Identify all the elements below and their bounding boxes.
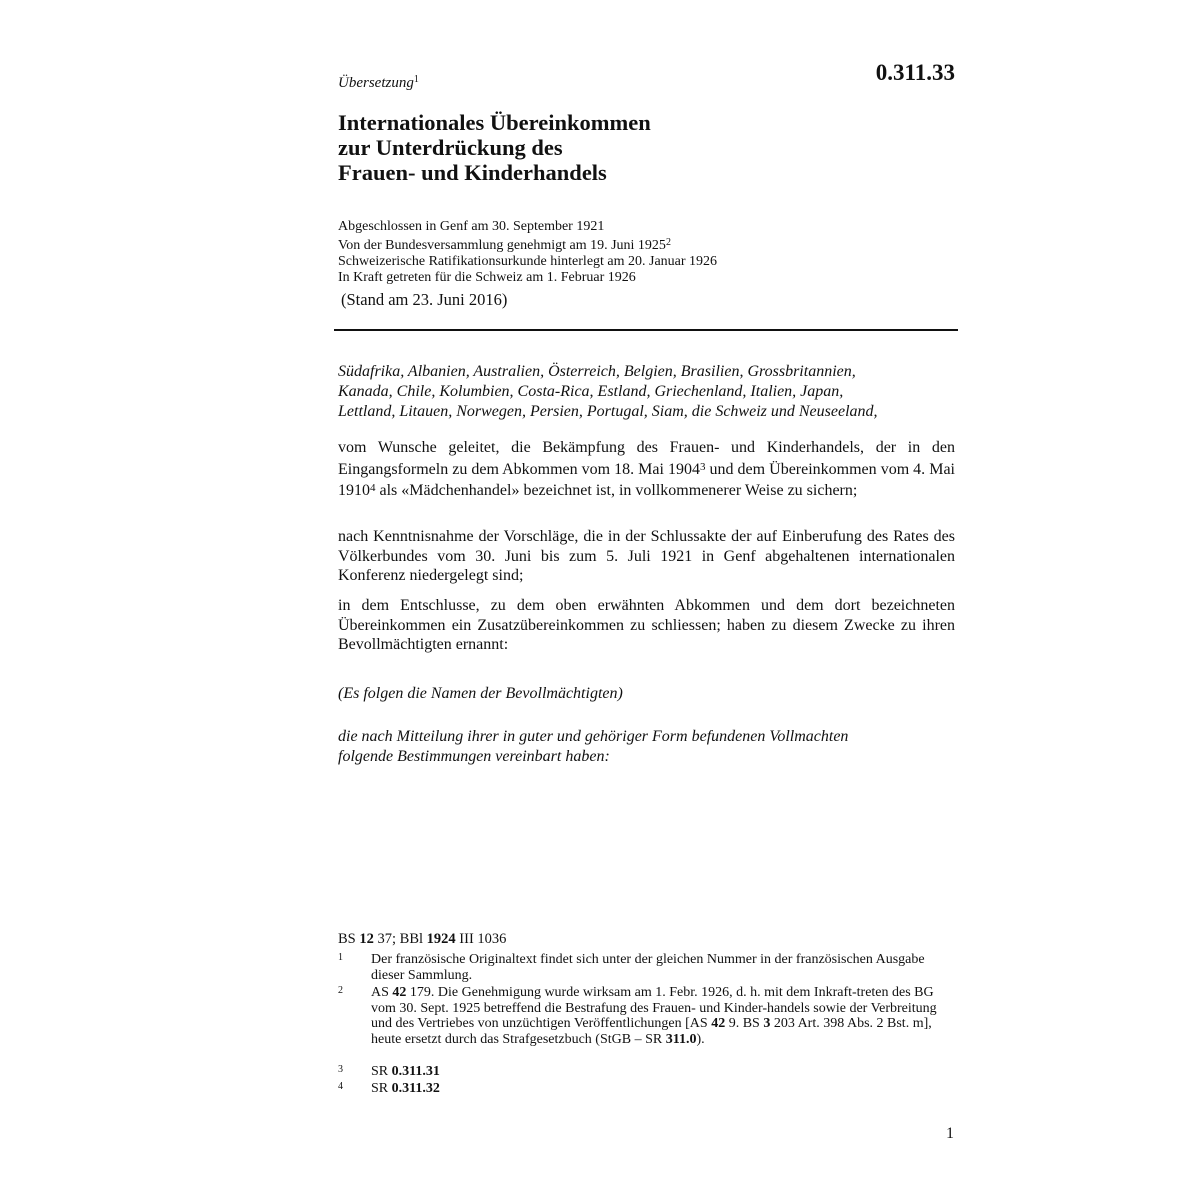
footnote-number: 2: [338, 985, 343, 996]
sr-reference-link[interactable]: 0.311.32: [391, 1081, 440, 1096]
preamble-paragraph-1: vom Wunsche geleitet, die Bekämpfung des Frauen- und Kinderhandels, der in den Eingangsformeln zu dem Abkommen vom 18. Mai 1904$^3$ und dem Übereinkommen vom 4. Mai 1910$^4$ als «Mädchenhandel» bezeichnet ist, in vollkommenerer Weise zu sichern;: [338, 439, 955, 499]
preamble-paragraph-2: nach Kenntnisnahme der Vorschläge, die in der Schlussakte der auf Einberufung des Rates des Völkerbundes vom 30. Juni bis zum 5. Juli 1921 in Genf abgehaltenen internationalen Konferenz niedergelegt sind;: [338, 528, 955, 584]
translation-label: Übersetzung$^1$: [338, 74, 419, 91]
title-line-2: zur Unterdrückung des: [338, 135, 563, 160]
ratification-date: Schweizerische Ratifikationsurkunde hinterlegt am 20. Januar 1926: [338, 254, 718, 269]
footnote-text: SR 0.311.31: [371, 1064, 440, 1079]
document-metadata: [338, 219, 717, 286]
closing-line-2: folgende Bestimmungen vereinbart haben:: [338, 748, 610, 765]
footnote-4: [338, 1081, 958, 1097]
footnote-text: SR 0.311.32: [371, 1081, 440, 1096]
contracting-parties: [338, 362, 958, 422]
footnote-ref-2[interactable]: 2: [665, 237, 671, 248]
parties-line-1: Südafrika, Albanien, Australien, Österreich, Belgien, Brasilien, Grossbritannien,: [338, 363, 856, 380]
approval-date: Von der Bundesversammlung genehmigt am 19. Juni 1925$^2$: [338, 237, 671, 253]
footnote-text: Der französische Originaltext findet sich unter der gleichen Nummer in der französischen Ausgabe dieser Sammlung.: [371, 952, 925, 983]
status-date: (Stand am 23. Juni 2016): [341, 290, 508, 309]
header-divider: [334, 329, 958, 331]
footnote-ref-1[interactable]: 1: [413, 74, 419, 85]
plenipotentiaries-note: (Es folgen die Namen der Bevollmächtigten): [338, 685, 623, 702]
parties-line-3: Lettland, Litauen, Norwegen, Persien, Portugal, Siam, die Schweiz und Neuseeland,: [338, 403, 878, 420]
footnote-1: [338, 952, 958, 983]
footnote-2: [338, 985, 958, 1047]
sr-number: 0.311.33: [875, 60, 955, 85]
concluded-date: Abgeschlossen in Genf am 30. September 1921: [338, 219, 605, 234]
title-line-3: Frauen- und Kinderhandels: [338, 160, 607, 185]
closing-line-1: die nach Mitteilung ihrer in guter und gehöriger Form befundenen Vollmachten: [338, 728, 849, 745]
page-number: 1: [946, 1125, 954, 1142]
footnote-3: [338, 1064, 958, 1080]
footnote-ref-3[interactable]: 3: [699, 460, 706, 473]
document-title: [338, 110, 651, 185]
title-line-1: Internationales Übereinkommen: [338, 110, 651, 135]
in-force-date: In Kraft getreten für die Schweiz am 1. Februar 1926: [338, 270, 636, 285]
footnote-ref-4[interactable]: 4: [370, 482, 376, 494]
parties-line-2: Kanada, Chile, Kolumbien, Costa-Rica, Estland, Griechenland, Italien, Japan,: [338, 383, 844, 400]
footnote-text: AS 42 179. Die Genehmigung wurde wirksam am 1. Febr. 1926, d. h. mit dem Inkraft-treten des BG vom 30. Sept. 1925 betreffend die Bestrafung des Frauen- und Kinder-handels sowie der Verbreitung und des Vertriebes von unzüchtigen Veröffentlichungen [AS 42 9. BS 3 203 Art. 398 Abs. 2 Bst. m], heute ersetzt durch das Strafgesetzbuch (StGB – SR 311.0).: [371, 985, 937, 1047]
source-references: BS 12 37; BBl 1924 III 1036: [338, 931, 507, 947]
footnote-number: 4: [338, 1081, 343, 1092]
sr-reference-link[interactable]: 0.311.31: [391, 1064, 440, 1079]
footnote-number: 1: [338, 952, 343, 963]
footnote-number: 3: [338, 1064, 343, 1075]
preamble-paragraph-3: in dem Entschlusse, zu dem oben erwähnten Abkommen und dem dort bezeichneten Übereinkommen ein Zusatzübereinkommen zu schliessen; haben zu diesem Zwecke zu ihren Bevollmächtigten ernannt:: [338, 597, 955, 653]
closing-clause: [338, 727, 848, 767]
